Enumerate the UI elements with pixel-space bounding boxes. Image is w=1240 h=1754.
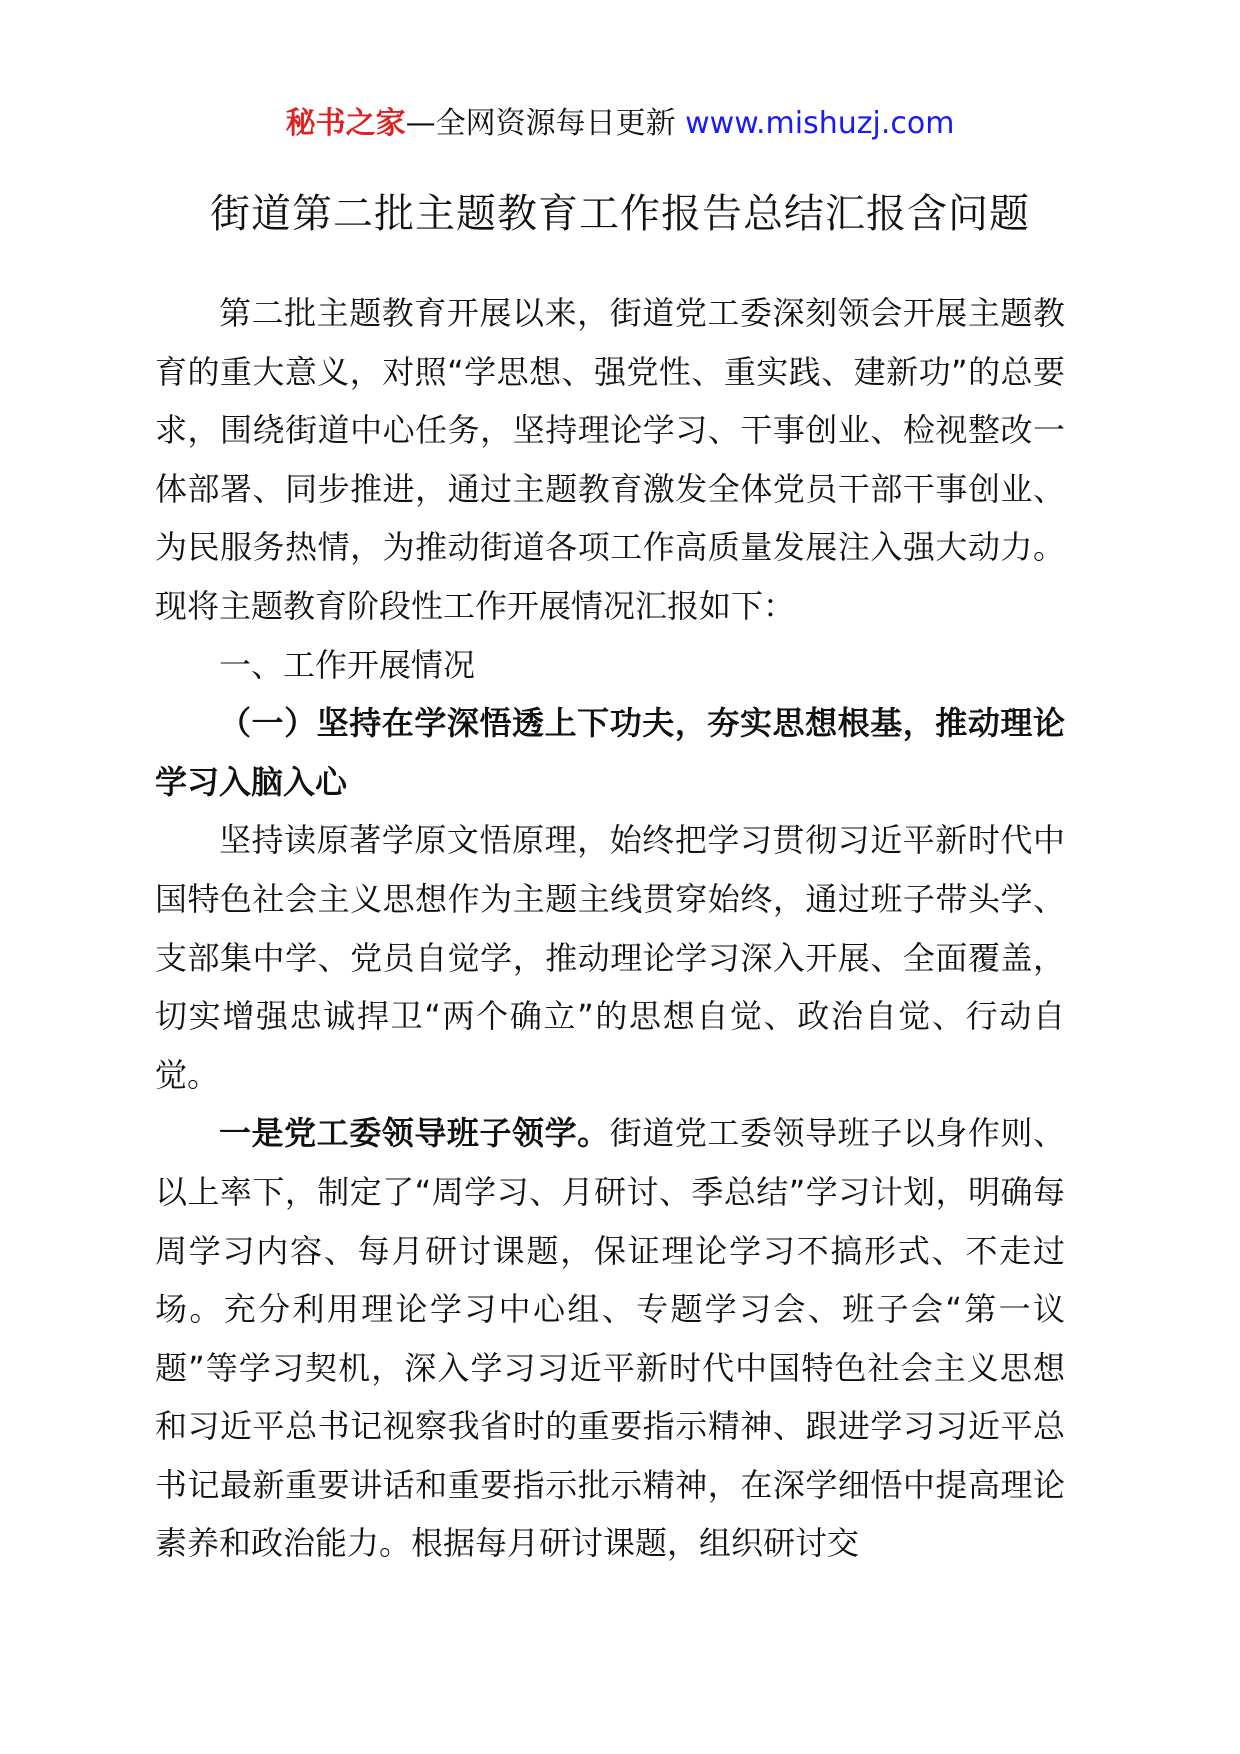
intro-paragraph: 第二批主题教育开展以来，街道党工委深刻领会开展主题教育的重大意义，对照“学思想、强党性、重实践、建新功”的总要求，围绕街道中心任务，坚持理论学习、干事创业、检视整改一体部署、同步推进，通过主题教育激发全体党员干部干事创业、为民服务热情，为推动街道各项工作高质量发展注入强大动力。现将主题教育阶段性工作开展情况汇报如下： [155, 294, 1065, 625]
site-brand: 秘书之家 [285, 106, 406, 141]
subsection-heading: （一）坚持在学深悟透上下功夫，夯实思想根基，推动理论学习入脑入心 [155, 704, 1065, 801]
section-heading: 一、工作开展情况 [219, 645, 476, 684]
paragraph-body: 街道党工委领导班子以身作则、以上率下，制定了“周学习、月研讨、季总结”学习计划，明确每周学习内容、每月研讨课题，保证理论学习不搞形式、不走过场。充分利用理论学习中心组、专题学习会、班子会“第一议题”等学习契机，深入学习习近平新时代中国特色社会主义思想和习近平总书记视察我省时的重要指示精神、跟进学习习近平总书记最新重要讲话和重要指示批示精神，在深学细悟中提高理论素养和政治能力。根据每月研讨课题，组织研讨交 [155, 1114, 1065, 1563]
site-url[interactable]: www.mishuzj.com [685, 106, 955, 141]
document-title: 街道第二批主题教育工作报告总结汇报含问题 [210, 191, 1030, 237]
site-slogan: —全网资源每日更新 [405, 106, 686, 141]
body-paragraph: 坚持读原著学原文悟原理，始终把学习贯彻习近平新时代中国特色社会主义思想作为主题主线贯穿始终，通过班子带头学、支部集中学、党员自觉学，推动理论学习深入开展、全面覆盖，切实增强忠诚捍卫“两个确立”的思想自觉、政治自觉、行动自觉。 [155, 821, 1065, 1094]
paragraph-lead: 一是党工委领导班子领学。 [219, 1114, 610, 1153]
body-paragraph-2 [155, 1104, 1065, 1573]
site-header [0, 100, 1240, 148]
document-body [155, 284, 1065, 1573]
